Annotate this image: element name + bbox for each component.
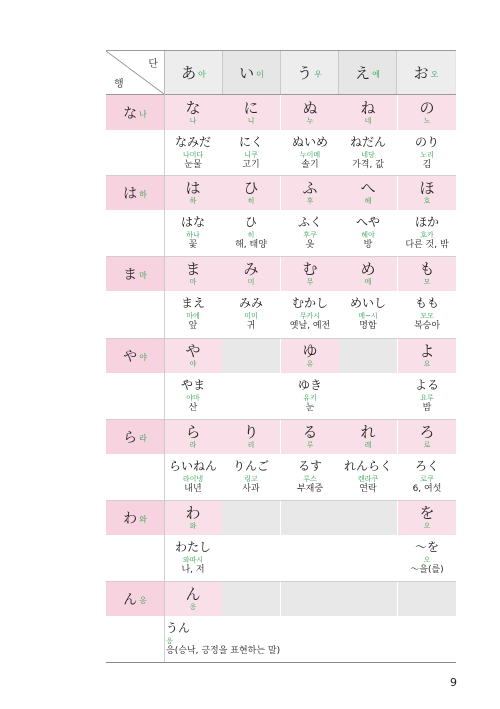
word-japanese: なみだ xyxy=(174,135,211,149)
kana-cell-e xyxy=(339,175,397,210)
kana-reading: 야 xyxy=(189,359,197,368)
word-japanese: うん xyxy=(166,621,191,635)
kana-cell-i xyxy=(222,419,280,454)
word-reading: 하나 xyxy=(186,231,200,239)
kana-cell-u xyxy=(281,338,339,373)
word-reading: 오 xyxy=(423,556,431,564)
word-meaning: 명함 xyxy=(359,321,377,331)
example-word xyxy=(339,293,397,332)
header-col-i xyxy=(223,51,281,94)
kana-char: ゆ xyxy=(302,341,318,360)
kana-char: は xyxy=(185,178,201,197)
header-kana: お xyxy=(413,64,429,82)
word-japanese: りんご xyxy=(232,459,269,473)
kana-cell-u xyxy=(281,175,339,210)
word-reading: 노리 xyxy=(420,151,434,159)
word-reading: 무카시 xyxy=(299,312,321,320)
word-japanese: のり xyxy=(414,135,439,149)
word-reading: 루스 xyxy=(303,475,317,483)
word-reading: 와따시 xyxy=(182,556,204,564)
header-kr: 아 xyxy=(198,70,206,79)
word-meaning: 꽃 xyxy=(188,240,198,250)
kana-reading: 니 xyxy=(247,116,255,125)
example-word xyxy=(281,375,339,414)
example-word xyxy=(281,293,339,332)
word-reading: 마에 xyxy=(186,312,200,320)
word-meaning: 부재중 xyxy=(296,484,324,494)
word-meaning: 가격, 값 xyxy=(352,160,384,170)
word-reading: 후쿠 xyxy=(303,231,317,239)
word-meaning: 응(승낙, 긍정을 표현하는 말) xyxy=(166,646,281,656)
example-word xyxy=(222,456,280,495)
kana-char: れ xyxy=(360,422,376,441)
example-word xyxy=(281,212,339,251)
word-meaning: 나, 저 xyxy=(181,565,205,575)
word-meaning: 솔기 xyxy=(301,160,319,170)
kana-char: ね xyxy=(360,98,376,117)
word-meaning: 김 xyxy=(422,160,432,170)
example-word xyxy=(222,132,280,171)
kana-reading: 호 xyxy=(423,196,431,205)
kana-reading: 레 xyxy=(364,440,372,449)
row-label-kana: や xyxy=(123,348,138,365)
row-label xyxy=(106,338,164,373)
row-label xyxy=(106,95,164,130)
kana-cell-o xyxy=(398,256,456,291)
word-reading: 모모 xyxy=(420,312,434,320)
word-meaning: 산 xyxy=(188,403,198,413)
row-label xyxy=(106,175,164,210)
row-group xyxy=(106,500,456,581)
kana-cell-i xyxy=(222,175,280,210)
row-label-kr: 와 xyxy=(139,515,147,524)
kana-cell-u xyxy=(281,256,339,291)
word-meaning: 사과 xyxy=(242,484,260,494)
example-word xyxy=(164,456,222,495)
example-word xyxy=(164,537,222,576)
example-word xyxy=(281,132,339,171)
word-reading: 로쿠 xyxy=(420,475,434,483)
word-japanese: ほか xyxy=(414,215,439,229)
word-reading: 응 xyxy=(166,637,173,645)
word-japanese: ねだん xyxy=(349,135,386,149)
kana-char: の xyxy=(419,98,435,117)
word-japanese: ～を xyxy=(414,540,439,554)
kana-reading: 나 xyxy=(189,116,197,125)
row-group xyxy=(106,95,456,175)
word-reading: 히 xyxy=(247,231,255,239)
header-col-u xyxy=(281,51,339,94)
word-reading: 미미 xyxy=(244,312,258,320)
kana-reading: 마 xyxy=(189,277,197,286)
kana-char: ぬ xyxy=(302,98,318,117)
empty-cell xyxy=(281,581,339,616)
kana-reading: 유 xyxy=(306,359,314,368)
kana-reading: 리 xyxy=(247,440,255,449)
kana-char: ひ xyxy=(243,178,259,197)
kana-cell-u xyxy=(281,419,339,454)
header-kana: う xyxy=(297,64,313,82)
example-word xyxy=(398,537,456,576)
kana-char: め xyxy=(360,259,376,278)
word-reading: 메~시 xyxy=(358,312,378,320)
kana-cell-a xyxy=(164,500,222,535)
word-japanese: めいし xyxy=(349,296,386,310)
kana-reading: 히 xyxy=(247,196,255,205)
word-meaning: 밤 xyxy=(422,403,432,413)
word-reading: 호카 xyxy=(420,231,434,239)
kana-cell-a xyxy=(164,338,222,373)
kana-cell-i xyxy=(222,95,280,130)
word-reading: 렌라쿠 xyxy=(357,475,379,483)
kana-char: わ xyxy=(185,503,201,522)
header-haeng-label: 행 xyxy=(114,79,124,90)
word-japanese: やま xyxy=(180,378,205,392)
kana-char: る xyxy=(302,422,318,441)
kana-reading: 노 xyxy=(423,116,431,125)
word-japanese: みみ xyxy=(238,296,263,310)
header-col-o xyxy=(397,51,455,94)
kana-reading: 누 xyxy=(306,116,314,125)
kana-cell-e xyxy=(339,256,397,291)
kana-reading: 라 xyxy=(189,440,197,449)
row-label-kana: な xyxy=(123,105,138,122)
word-japanese: にく xyxy=(238,135,263,149)
example-word xyxy=(339,456,397,495)
header-kana: あ xyxy=(181,64,197,82)
header-kr: 우 xyxy=(314,70,322,79)
kana-char: ま xyxy=(185,259,201,278)
kana-cell-o xyxy=(398,95,456,130)
row-group xyxy=(106,419,456,500)
kana-reading: 메 xyxy=(364,277,372,286)
header-kr: 이 xyxy=(256,70,264,79)
row-label-kana: ら xyxy=(123,429,138,446)
empty-cell xyxy=(339,338,397,373)
word-reading: 링고 xyxy=(244,475,258,483)
word-japanese: ひ xyxy=(244,215,257,229)
example-word xyxy=(398,132,456,171)
kana-char: り xyxy=(243,422,259,441)
word-japanese: はな xyxy=(180,215,205,229)
word-reading: 헤야 xyxy=(361,231,375,239)
word-meaning: 앞 xyxy=(188,321,198,331)
row-label-kana: わ xyxy=(123,510,138,527)
word-japanese: もも xyxy=(414,296,439,310)
example-word xyxy=(164,618,281,657)
word-meaning: 옷 xyxy=(305,240,315,250)
kana-reading: 헤 xyxy=(364,196,372,205)
header-col-e xyxy=(339,51,397,94)
empty-cell xyxy=(281,500,339,535)
word-japanese: らいねん xyxy=(168,459,217,473)
row-label xyxy=(106,419,164,454)
kana-char: よ xyxy=(419,341,435,360)
header-dan-label: 단 xyxy=(148,59,158,70)
word-meaning: 귀 xyxy=(246,321,256,331)
row-group xyxy=(106,338,456,419)
row-label-kr: 응 xyxy=(139,596,147,605)
word-meaning: ～을(를) xyxy=(410,565,444,575)
word-reading: 요루 xyxy=(420,394,434,402)
header-kr: 에 xyxy=(372,70,380,79)
row-group xyxy=(106,175,456,256)
kana-cell-o xyxy=(398,500,456,535)
word-japanese: よる xyxy=(414,378,439,392)
word-japanese: ゆき xyxy=(297,378,322,392)
kana-char: ろ xyxy=(419,422,435,441)
kana-char: ら xyxy=(185,422,201,441)
kana-reading: 네 xyxy=(364,116,372,125)
word-japanese: へや xyxy=(355,215,380,229)
kana-reading: 하 xyxy=(189,196,197,205)
hiragana-table xyxy=(106,50,456,663)
header-kana: い xyxy=(239,64,255,82)
kana-cell-a xyxy=(164,419,222,454)
kana-char: も xyxy=(419,259,435,278)
kana-char: を xyxy=(419,503,435,522)
example-word xyxy=(398,293,456,332)
word-reading: 니쿠 xyxy=(244,151,258,159)
word-japanese: ぬいめ xyxy=(291,135,328,149)
word-meaning: 연락 xyxy=(359,484,377,494)
word-reading: 유키 xyxy=(303,394,317,402)
example-word xyxy=(164,293,222,332)
header-corner-cell xyxy=(106,51,165,94)
row-label-kr: 마 xyxy=(139,271,147,280)
empty-cell xyxy=(398,581,456,616)
word-japanese: まえ xyxy=(180,296,205,310)
example-word xyxy=(339,132,397,171)
row-label xyxy=(106,500,164,535)
row-group xyxy=(106,581,456,663)
kana-reading: 오 xyxy=(423,521,431,530)
empty-cell xyxy=(339,500,397,535)
kana-cell-i xyxy=(222,256,280,291)
empty-cell xyxy=(222,581,280,616)
word-meaning: 방 xyxy=(363,240,373,250)
word-japanese: ふく xyxy=(297,215,322,229)
kana-cell-o xyxy=(398,338,456,373)
word-reading: 나미다 xyxy=(182,151,204,159)
example-word xyxy=(281,456,339,495)
kana-cell-e xyxy=(339,419,397,454)
kana-char: ん xyxy=(185,584,201,603)
word-meaning: 다른 것, 밖 xyxy=(405,240,449,250)
word-meaning: 고기 xyxy=(242,160,260,170)
header-col-a xyxy=(165,51,223,94)
word-japanese: わたし xyxy=(174,540,211,554)
kana-cell-a xyxy=(164,95,222,130)
example-word xyxy=(164,375,222,414)
kana-reading: 와 xyxy=(189,521,197,530)
word-reading: 라이넹 xyxy=(182,475,204,483)
header-kana: え xyxy=(355,64,371,82)
example-word xyxy=(398,456,456,495)
word-reading: 누이메 xyxy=(299,151,321,159)
example-word xyxy=(398,375,456,414)
kana-reading: 응 xyxy=(189,602,197,611)
kana-reading: 모 xyxy=(423,277,431,286)
example-word xyxy=(164,212,222,251)
example-word xyxy=(222,293,280,332)
kana-cell-e xyxy=(339,95,397,130)
row-label-kr: 하 xyxy=(139,190,147,199)
word-meaning: 복숭아 xyxy=(413,321,441,331)
kana-cell-a xyxy=(164,175,222,210)
word-reading: 네당 xyxy=(361,151,375,159)
kana-char: な xyxy=(185,98,201,117)
kana-char: み xyxy=(243,259,259,278)
example-word xyxy=(398,212,456,251)
kana-reading: 후 xyxy=(306,196,314,205)
word-japanese: れんらく xyxy=(343,459,392,473)
kana-char: に xyxy=(243,98,259,117)
empty-cell xyxy=(222,500,280,535)
kana-cell-u xyxy=(281,95,339,130)
kana-reading: 요 xyxy=(423,359,431,368)
kana-reading: 로 xyxy=(423,440,431,449)
kana-char: ほ xyxy=(419,178,435,197)
row-label-kr: 야 xyxy=(139,353,147,362)
word-reading: 야마 xyxy=(186,394,200,402)
row-label-kr: 라 xyxy=(139,434,147,443)
empty-cell xyxy=(339,581,397,616)
example-word xyxy=(164,132,222,171)
word-meaning: 옛날, 예전 xyxy=(289,321,331,331)
example-word xyxy=(339,212,397,251)
empty-cell xyxy=(222,338,280,373)
kana-reading: 루 xyxy=(306,440,314,449)
word-meaning: 6, 여섯 xyxy=(412,484,442,494)
row-label-kr: 나 xyxy=(139,110,147,119)
word-meaning: 해, 태양 xyxy=(235,240,267,250)
row-label-kana: ま xyxy=(123,266,138,283)
kana-char: へ xyxy=(360,178,376,197)
kana-reading: 미 xyxy=(247,277,255,286)
kana-cell-o xyxy=(398,175,456,210)
kana-char: む xyxy=(302,259,318,278)
kana-cell-a xyxy=(164,256,222,291)
table-header-row xyxy=(106,51,456,95)
row-label xyxy=(106,256,164,291)
row-label-kana: ん xyxy=(123,591,138,608)
word-meaning: 눈물 xyxy=(184,160,202,170)
word-japanese: むかし xyxy=(291,296,328,310)
word-meaning: 내년 xyxy=(184,484,202,494)
example-word xyxy=(222,212,280,251)
row-label xyxy=(106,581,164,616)
word-japanese: ろく xyxy=(414,459,439,473)
row-group xyxy=(106,256,456,338)
page-number: 9 xyxy=(450,676,457,689)
word-meaning: 눈 xyxy=(305,403,315,413)
header-kr: 오 xyxy=(430,70,439,79)
row-label-kana: は xyxy=(123,185,138,202)
kana-char: ふ xyxy=(302,178,318,197)
kana-cell-a xyxy=(164,581,222,616)
word-japanese: るす xyxy=(297,459,322,473)
kana-char: や xyxy=(185,341,201,360)
kana-cell-o xyxy=(398,419,456,454)
kana-reading: 무 xyxy=(306,277,314,286)
